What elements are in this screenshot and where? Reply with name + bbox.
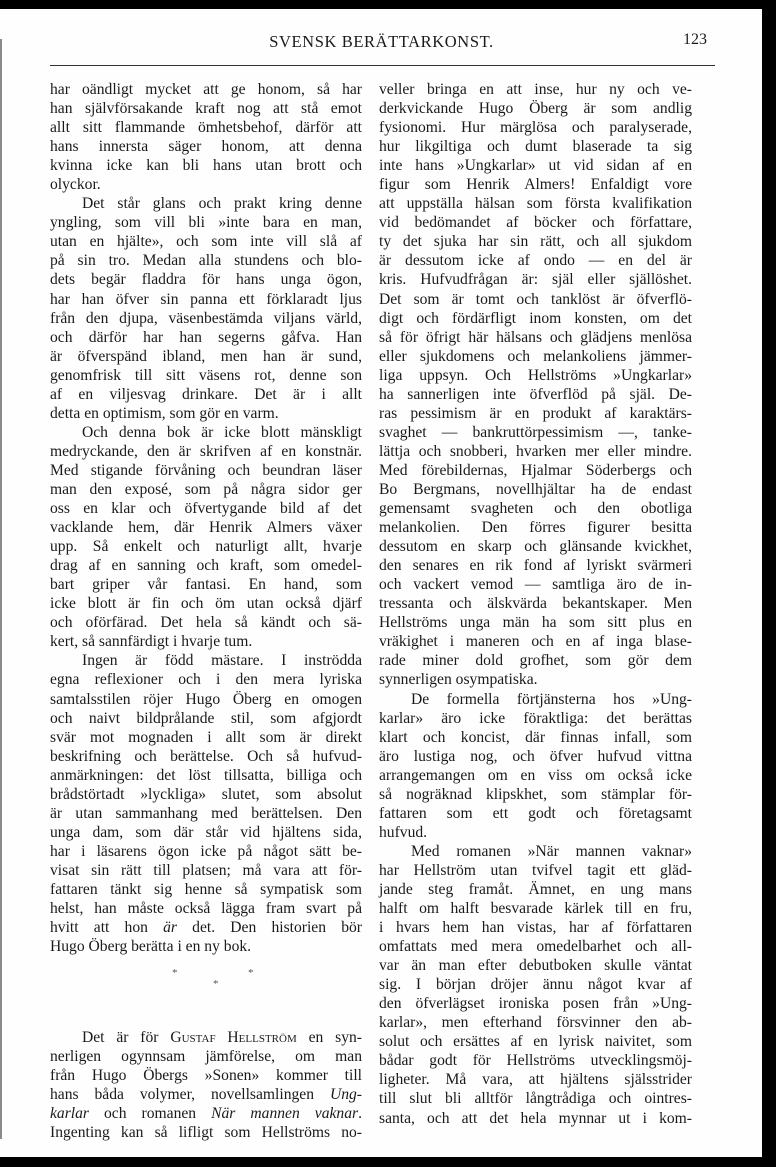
text-line: ras pessimism är en produkt af karaktärs- — [379, 404, 692, 422]
text-line: derkvickande Hugo Öberg är som andlig — [379, 100, 692, 118]
text-line: från den djupa, väsenbestämda viljans värld, — [50, 309, 362, 327]
text-line: tressanta och älskvärda bekantskaper. Men — [379, 595, 692, 613]
text-line: svaghet — bankruttörpessimism —, tanke- — [379, 423, 692, 441]
paragraph — [50, 80, 362, 194]
text-line: allt sitt flammande ömhetsbehof, därför att — [50, 119, 362, 137]
page-left-edge — [0, 39, 2, 1139]
text-run: . — [358, 1105, 362, 1123]
text-line: hur likgiltiga och dumt blaserade ta sig — [379, 138, 692, 156]
text-line: dessutom en skarp och glänsande kvickhet, — [379, 538, 692, 556]
text-line: har han öfver sin panna ett förklaradt ljus — [50, 290, 362, 308]
text-line: Med förebildernas, Hjalmar Söderbergs och — [379, 461, 692, 479]
page-number: 123 — [683, 31, 707, 48]
text-line: kris. Hufvudfrågan är: själ eller själlöshet. — [379, 271, 692, 289]
text-line: vid bedömandet af böcker och författare, — [379, 214, 692, 232]
paragraph — [50, 423, 362, 652]
text-line: Det står glans och prakt kring denne — [82, 195, 362, 213]
emphasis: är — [163, 919, 177, 937]
book-title: Ung- — [329, 1086, 362, 1104]
text-line: santa, och att det hela mynnar ut i kom- — [379, 1109, 692, 1127]
text-line: fattaren tänkt sig henne så sympatisk som — [50, 880, 362, 898]
text-run: hvitt att hon — [50, 919, 164, 937]
text-line: olyckor. — [50, 176, 101, 194]
text-line: veller bringa en att inse, hur ny och ve- — [379, 81, 692, 98]
text-line: Ingen är född mästare. I inströdda — [82, 652, 362, 670]
text-line: brådstörtadt »lyckliga» slutet, som absolut — [50, 785, 362, 803]
text-run: hans båda volymer, novellsamlingen — [50, 1086, 330, 1104]
text-line: och därför har han segerns gåfva. Han — [50, 328, 362, 346]
text-line: Och denna bok är icke blott mänskligt — [82, 423, 362, 441]
text-line: att uppställa hälsan som första kvalifikation — [379, 195, 692, 213]
text-line: Ingenting kan så lifligt som Hellströms no- — [50, 1124, 362, 1142]
text-line: karlar», men efterhand försvinner den ab- — [379, 1014, 692, 1032]
text-line: eller sjukdomens och melankoliens jämmer- — [379, 347, 692, 365]
text-line: ligheter. Må vara, att hjältens själsstrider — [379, 1071, 692, 1089]
text-line: detta en optimism, som gör en varm. — [50, 404, 279, 422]
text-line: är öfverspänd ibland, men han är sund, — [50, 347, 362, 365]
text-line: yngling, som vill bli »inte bara en man, — [50, 214, 362, 232]
text-line: man den exposé, som på några sidor ger — [50, 480, 362, 498]
text-line: liga uppsyn. Och Hellströms »Ungkarlar» — [379, 366, 692, 384]
text-line: dets begär fladdra för hans unga ögon, — [50, 271, 362, 289]
right-column — [379, 80, 692, 1128]
text-line: är dessutom icke af ondo — en del är — [379, 252, 692, 270]
text-line: solut och ersättes af en lyrisk naivitet, som — [379, 1033, 692, 1051]
text-line: Bo Bergmans, novellhjältar ha de endast — [379, 480, 692, 498]
text-line: karlar» äro icke föraktliga: det berättas — [379, 709, 692, 727]
text-line: Med romanen »När mannen vaknar» — [411, 842, 692, 860]
text-line: drag af en sanning och kraft, som omedel- — [50, 557, 362, 575]
text-line: fysionomi. Hur märglösa och paralyserade, — [379, 119, 692, 137]
text-line: samtalsstilen röjer Hugo Öberg en omogen — [50, 690, 362, 708]
running-head — [48, 9, 715, 59]
text-line: anmärkningen: det löst tillsatta, billiga och — [50, 766, 362, 784]
text-line: De formella förtjänsterna hos »Ung- — [411, 690, 692, 708]
text-line: kvinna icke kan bli hans utan brott och — [50, 157, 362, 175]
text-line: melankolien. Den förres figurer besitta — [379, 519, 692, 537]
paragraph — [50, 651, 362, 956]
text-line: ha sannerligen inte öfverflöd på själ. De- — [379, 385, 692, 403]
text-run: och romanen — [88, 1105, 212, 1123]
text-line: den senares en rik fond af lyriskt svärmeri — [379, 557, 692, 575]
text-line: inte hans »Ungkarlar» ut vid sidan af en — [379, 157, 692, 175]
text-line: helst, han måste också lägga fram svart på — [50, 900, 362, 918]
text-line: visat sin rätt till platsen; må vara att för- — [50, 861, 362, 879]
text-line: oss en klar och öfvertygande bild af det — [50, 500, 362, 518]
text-line — [50, 1085, 362, 1104]
text-line: vacklande hem, där Henrik Almers växer — [50, 519, 362, 537]
paragraph — [379, 80, 692, 690]
text-run: Det är för — [82, 1029, 171, 1047]
text-line: sig. I början dröjer ännu något kvar af — [379, 976, 692, 994]
running-title: SVENSK BERÄTTARKONST. — [269, 32, 494, 51]
text-line: äro lustiga nog, och öfver hufvud vittna — [379, 747, 692, 765]
text-line: bart griper vår fantasi. En hand, som — [50, 576, 362, 594]
text-line: unga dam, som där står vid hjältens sida, — [50, 823, 362, 841]
text-line: och vackert vemod — samtliga äro de in- — [379, 576, 692, 594]
text-line: i hvars hem han vistas, har af författaren — [379, 919, 692, 937]
left-column — [50, 80, 362, 1142]
text-line: utan en hjälte», och som inte vill slå af — [50, 233, 362, 251]
text-line: är utan sammanhang med berättelsen. Den — [50, 804, 362, 822]
section-gap — [50, 998, 362, 1028]
text-line: omfattats med mera omedelbarhet och all- — [379, 938, 692, 956]
text-line: vräkighet i maneren och en af inga blase- — [379, 633, 692, 651]
asterisk-icon: * — [248, 967, 254, 980]
text-line: så nogräknad klipskhet, som stämplar för- — [379, 785, 692, 803]
text-line: har oändligt mycket att ge honom, så har — [50, 81, 362, 98]
text-line: från Hugo Öbergs »Sonen» kommer till — [50, 1067, 362, 1085]
text-line — [50, 1104, 362, 1123]
text-line: egna reflexioner och i den mera lyriska — [50, 671, 362, 689]
text-line: kert, så sannfärdigt i hvarje tum. — [50, 633, 253, 651]
text-line: och oförfärad. Det hela så kändt och sä- — [50, 614, 362, 632]
text-line: medryckande, den är skrifven af en konstnär. — [50, 442, 362, 460]
text-line: af en viljesvag drinkare. Det är i allt — [50, 385, 362, 403]
text-run: det. Den historien bör — [176, 919, 362, 937]
text-line: gemensamt svagheten och den obotliga — [379, 500, 692, 518]
text-line: så för öfrigt här hälsans och glädjens menlösa — [379, 328, 692, 346]
section-break-asterism — [50, 956, 362, 998]
text-line: ty det sjuka har sin rätt, och all sjukdom — [379, 233, 692, 251]
text-line: figur som Henrik Almers! Enfaldigt vore — [379, 176, 692, 194]
author-name: Gustaf Hellström — [170, 1029, 297, 1047]
book-page — [0, 9, 762, 1157]
text-line: fattaren som ett godt och företagsamt — [379, 804, 692, 822]
text-line: klart och koncist, där finnas infall, som — [379, 728, 692, 746]
text-line: nerligen ogynnsam jämförelse, om man — [50, 1048, 362, 1066]
text-line: upp. Så enkelt och naturligt allt, hvarje — [50, 538, 362, 556]
text-line: har Hellström utan tvifvel tagit ett gläd- — [379, 861, 692, 879]
text-line: Med stigande förvåning och beundran läser — [50, 461, 362, 479]
text-line: icke blott är fin och öm utan också djärf — [50, 595, 362, 613]
text-line: arrangemangen om en viss om också icke — [379, 766, 692, 784]
paragraph — [50, 194, 362, 423]
text-line — [50, 1028, 362, 1047]
text-line — [50, 918, 362, 937]
text-line: rade miner dold grofhet, som gör dem — [379, 652, 692, 670]
text-line: och naivt bildprålande stil, som afgjordt — [50, 709, 362, 727]
text-line: har i läsarens ögon icke på något sätt be- — [50, 842, 362, 860]
text-line: på sin tro. Medan alla stundens och blo- — [50, 252, 362, 270]
header-rule — [50, 65, 715, 66]
paragraph — [50, 1028, 362, 1142]
text-line: Hellströms unga män ha som sitt plus en — [379, 614, 692, 632]
paragraph — [379, 842, 692, 1128]
text-line: synnerligen osympatiska. — [379, 671, 538, 689]
text-line: bådar godt för Hellströms utvecklingsmöj- — [379, 1052, 692, 1070]
text-line: var än man efter debutboken skulle väntat — [379, 957, 692, 975]
text-line: Hugo Öberg berätta i en ny bok. — [50, 938, 252, 956]
book-title: När mannen vaknar — [211, 1105, 359, 1123]
text-line: digt och fördärfligt inom konsten, om det — [379, 309, 692, 327]
text-line: hufvud. — [379, 823, 428, 841]
text-line: lättja och snobberi, hvarken mer eller mindre. — [379, 442, 692, 460]
paragraph — [379, 690, 692, 842]
text-line: beskrifning och berättelse. Och så hufvud- — [50, 747, 362, 765]
asterisk-icon: * — [172, 967, 178, 980]
text-line: jande steg framåt. Ämnet, en ung mans — [379, 880, 692, 898]
text-line: Det som är tomt och tanklöst är öfverflö- — [379, 290, 692, 308]
text-line: svär mot mognaden i allt som är direkt — [50, 728, 362, 746]
text-run: en syn- — [296, 1029, 362, 1047]
text-line: han självförsakande kraft nog att stå emot — [50, 100, 362, 118]
text-line: till slut bli alltför långtrådiga och ointres- — [379, 1090, 692, 1108]
text-line: genomfrisk till sitt väsens rot, denne son — [50, 366, 362, 384]
asterisk-icon: * — [213, 978, 219, 991]
text-line: den öfverlägset ironiska posen från »Ung- — [379, 995, 692, 1013]
text-line: halft om halft besvarade kärlek till en fru, — [379, 900, 692, 918]
text-line: hans innersta säger honom, att denna — [50, 138, 362, 156]
book-title: karlar — [50, 1105, 89, 1123]
